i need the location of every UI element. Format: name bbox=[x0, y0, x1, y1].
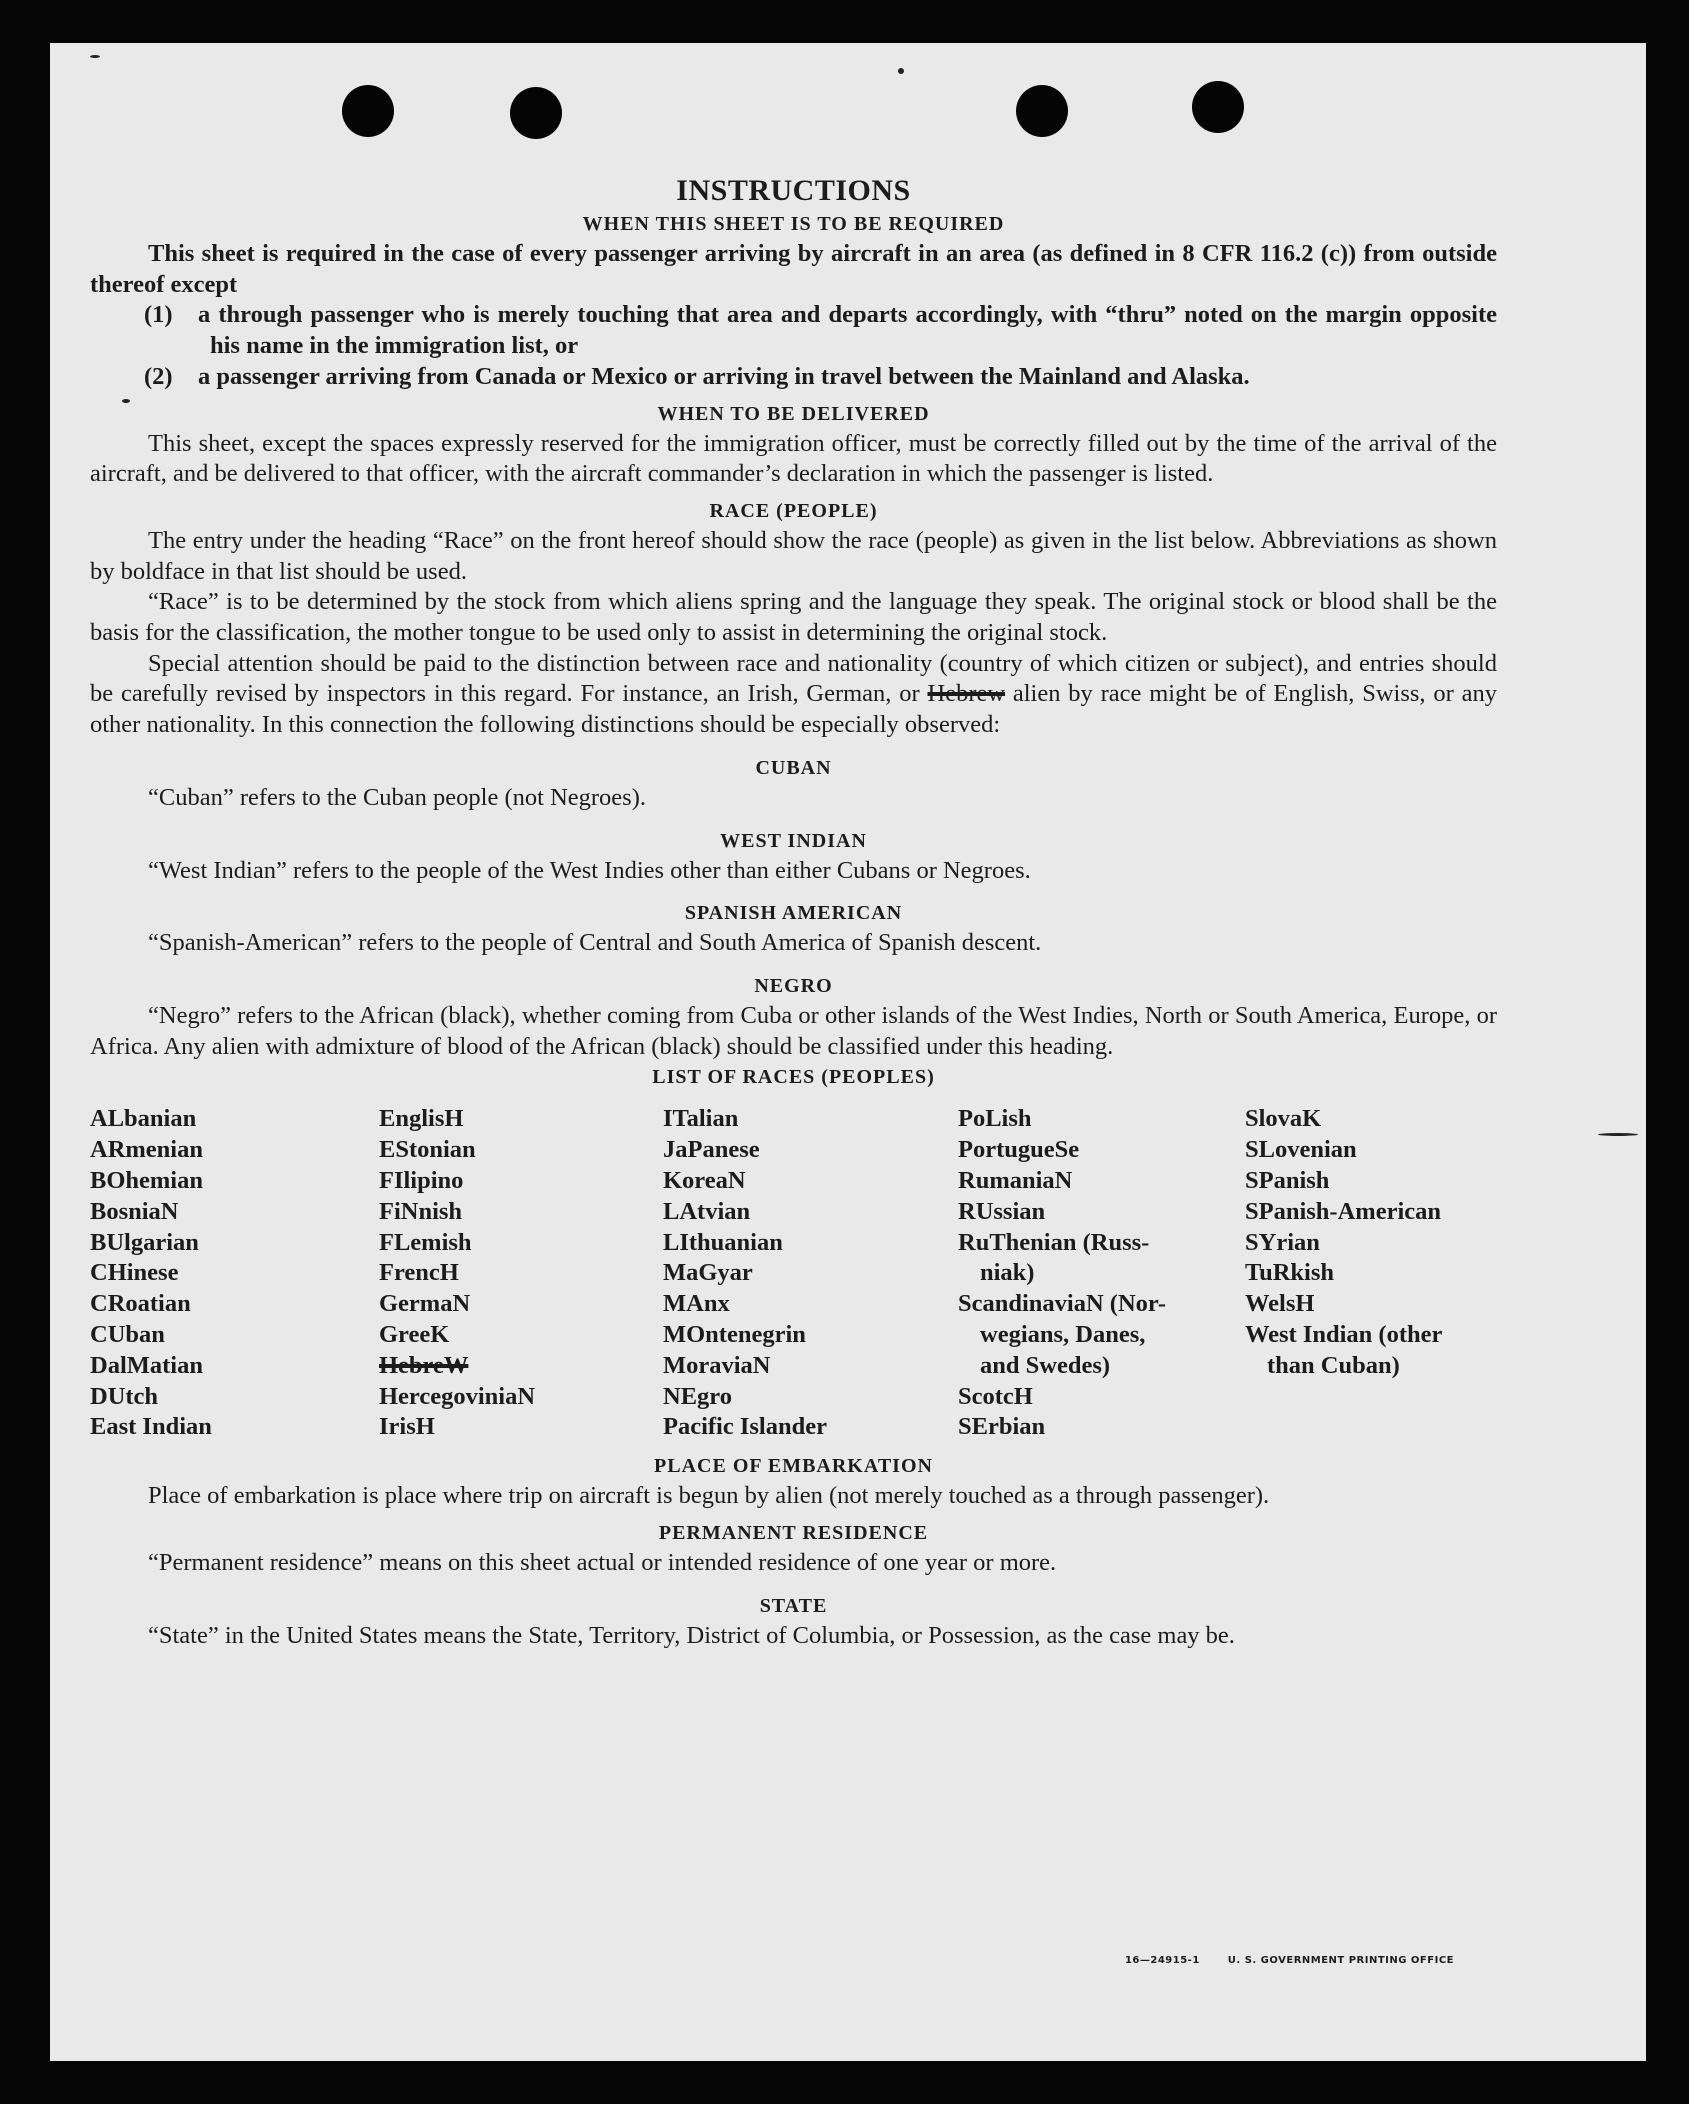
section-heading-delivered: WHEN TO BE DELIVERED bbox=[657, 402, 930, 425]
race-entry: West Indian (other bbox=[1245, 1320, 1443, 1348]
print-footer bbox=[1097, 1955, 1454, 1966]
residence-text: “Permanent residence” means on this sheet actual or intended residence of one year or more. bbox=[148, 1548, 1057, 1576]
race-entry: EnglisH bbox=[379, 1105, 464, 1133]
section-heading-embarkation: PLACE OF EMBARKATION bbox=[654, 1455, 933, 1478]
race-entry: FLemish bbox=[379, 1228, 472, 1256]
race-entry: TuRkish bbox=[1245, 1259, 1335, 1287]
race-entry: MAnx bbox=[663, 1290, 730, 1318]
race-entry-continued: than Cuban) bbox=[1267, 1351, 1400, 1379]
race-entry: RumaniaN bbox=[958, 1166, 1073, 1194]
race-entry: GermaN bbox=[379, 1290, 471, 1318]
item-text: a through passenger who is merely touching that area and departs accordingly, with “thru” noted on the margin opposite his name in the immigration list, or bbox=[198, 301, 1497, 360]
race-entry: SLovenian bbox=[1245, 1136, 1357, 1164]
exception-item-2 bbox=[144, 362, 1497, 393]
page-title: INSTRUCTIONS bbox=[676, 174, 911, 207]
race-entry: Pacific Islander bbox=[663, 1413, 827, 1441]
race-p3-start: Special attention should be paid to the distinction between race and nationality (country of which citizen or subject), and entries should be carefully revised by inspectors in this regard. For instance, an Irish, German, or bbox=[90, 649, 1497, 708]
race-entry: ARmenian bbox=[90, 1136, 203, 1164]
section-heading-west-indian: WEST INDIAN bbox=[720, 829, 867, 852]
race-entry-continued: niak) bbox=[980, 1259, 1035, 1287]
race-entry: BOhemian bbox=[90, 1166, 203, 1194]
race-entry: SYrian bbox=[1245, 1228, 1320, 1256]
required-intro: This sheet is required in the case of every passenger arriving by aircraft in an area (as defined in 8 CFR 116.2 (c)) from outside thereof except bbox=[90, 240, 1497, 298]
printer-credit: U. S. GOVERNMENT PRINTING OFFICE bbox=[1227, 1955, 1454, 1966]
race-column-1 bbox=[90, 1104, 379, 1443]
section-heading-negro: NEGRO bbox=[754, 974, 833, 997]
race-column-3 bbox=[663, 1104, 958, 1443]
race-entry: CRoatian bbox=[90, 1290, 191, 1318]
race-entry-struck: HebreW bbox=[379, 1351, 469, 1379]
struck-word: Hebrew bbox=[927, 680, 1006, 708]
race-entry: LIthuanian bbox=[663, 1228, 783, 1256]
item-number: (2) bbox=[144, 362, 173, 390]
race-entry-continued: wegians, Danes, bbox=[980, 1320, 1146, 1348]
embarkation-text: Place of embarkation is place where trip on aircraft is begun by alien (not merely touched as a through passenger). bbox=[148, 1482, 1270, 1510]
race-entry: PoLish bbox=[958, 1105, 1032, 1133]
race-entry: DalMatian bbox=[90, 1351, 203, 1379]
spanish-american-text: “Spanish-American” refers to the people of Central and South America of Spanish descent. bbox=[148, 929, 1042, 957]
race-paragraph-3 bbox=[90, 649, 1497, 741]
instructions-body bbox=[90, 173, 1497, 1651]
race-entry: ScotcH bbox=[958, 1382, 1033, 1410]
section-heading-cuban: CUBAN bbox=[755, 756, 832, 779]
delivered-text: This sheet, except the spaces expressly reserved for the immigration officer, must be correctly filled out by the time of the arrival of the aircraft, and be delivered to that officer, with the aircraft commander’s declaration in which the passenger is listed. bbox=[90, 429, 1497, 488]
race-column-5 bbox=[1245, 1104, 1497, 1443]
section-heading-race: RACE (PEOPLE) bbox=[709, 499, 878, 522]
item-text: a passenger arriving from Canada or Mexico or arriving in travel between the Mainland and Alaska. bbox=[198, 362, 1250, 390]
race-entry: FrencH bbox=[379, 1259, 459, 1287]
race-entry: ITalian bbox=[663, 1105, 739, 1133]
race-column-4 bbox=[958, 1104, 1245, 1443]
race-entry: BUlgarian bbox=[90, 1228, 199, 1256]
west-indian-text: “West Indian” refers to the people of the West Indies other than either Cubans or Negroes. bbox=[148, 856, 1031, 884]
document-page bbox=[50, 43, 1646, 2061]
item-number: (1) bbox=[144, 301, 173, 329]
ink-speck bbox=[1598, 1133, 1638, 1136]
punch-hole bbox=[1016, 85, 1068, 137]
race-paragraph-1: The entry under the heading “Race” on the front hereof should show the race (people) as given in the list below. Abbreviations as shown by boldface in that list should be used. bbox=[90, 526, 1497, 585]
race-column-2 bbox=[379, 1104, 663, 1443]
race-entry: SPanish-American bbox=[1245, 1197, 1441, 1225]
ink-speck bbox=[898, 68, 904, 74]
race-entry: NEgro bbox=[663, 1382, 732, 1410]
state-text: “State” in the United States means the State, Territory, District of Columbia, or Possession, as the case may be. bbox=[148, 1621, 1235, 1649]
race-entry: JaPanese bbox=[663, 1136, 760, 1164]
race-entry: PortugueSe bbox=[958, 1136, 1080, 1164]
race-list bbox=[90, 1104, 1497, 1443]
race-p3-end: alien by race might be of English, Swiss, or any other nationality. In this connection the following distinctions should be especially observed: bbox=[90, 680, 1497, 739]
cuban-text: “Cuban” refers to the Cuban people (not Negroes). bbox=[148, 783, 646, 811]
section-heading-residence: PERMANENT RESIDENCE bbox=[658, 1521, 929, 1544]
punch-hole bbox=[510, 87, 562, 139]
race-entry: KoreaN bbox=[663, 1166, 746, 1194]
race-entry: FiNnish bbox=[379, 1197, 463, 1225]
race-entry: BosniaN bbox=[90, 1197, 179, 1225]
race-entry: WelsH bbox=[1245, 1290, 1315, 1318]
exception-item-1 bbox=[144, 300, 1497, 361]
race-entry: SErbian bbox=[958, 1413, 1046, 1441]
section-heading-spanish-american: SPANISH AMERICAN bbox=[684, 902, 903, 925]
race-entry: MOntenegrin bbox=[663, 1320, 806, 1348]
race-entry: EStonian bbox=[379, 1136, 476, 1164]
race-entry: CUban bbox=[90, 1320, 165, 1348]
race-entry: GreeK bbox=[379, 1320, 450, 1348]
race-entry: RuThenian (Russ- bbox=[958, 1228, 1150, 1256]
section-heading-required: WHEN THIS SHEET IS TO BE REQUIRED bbox=[582, 213, 1005, 235]
race-entry: East Indian bbox=[90, 1413, 212, 1441]
race-entry: MaGyar bbox=[663, 1259, 753, 1287]
ink-speck bbox=[90, 55, 100, 58]
race-entry: SlovaK bbox=[1245, 1105, 1322, 1133]
race-entry: SPanish bbox=[1245, 1166, 1330, 1194]
race-entry: MoraviaN bbox=[663, 1351, 771, 1379]
race-entry: ScandinaviaN (Nor- bbox=[958, 1290, 1167, 1318]
form-number: 16—24915-1 bbox=[1124, 1955, 1200, 1966]
race-entry: IrisH bbox=[379, 1413, 435, 1441]
race-entry: LAtvian bbox=[663, 1197, 751, 1225]
race-entry-continued: and Swedes) bbox=[980, 1351, 1111, 1379]
section-heading-list: LIST OF RACES (PEOPLES) bbox=[652, 1066, 935, 1089]
punch-hole bbox=[342, 85, 394, 137]
section-heading-state: STATE bbox=[759, 1594, 828, 1617]
race-entry: DUtch bbox=[90, 1382, 159, 1410]
negro-text: “Negro” refers to the African (black), whether coming from Cuba or other islands of the West Indies, North or South America, Europe, or Africa. Any alien with admixture of blood of the African (black) should be classified under this heading. bbox=[90, 1001, 1497, 1060]
race-entry: CHinese bbox=[90, 1259, 179, 1287]
race-entry: ALbanian bbox=[90, 1105, 197, 1133]
race-entry: HercegoviniaN bbox=[379, 1382, 536, 1410]
race-paragraph-2: “Race” is to be determined by the stock from which aliens spring and the language they speak. The original stock or blood shall be the basis for the classification, the mother tongue to be used only to assist in determining the original stock. bbox=[90, 588, 1497, 647]
punch-hole bbox=[1192, 81, 1244, 133]
race-entry: RUssian bbox=[958, 1197, 1046, 1225]
race-entry: FIlipino bbox=[379, 1166, 464, 1194]
